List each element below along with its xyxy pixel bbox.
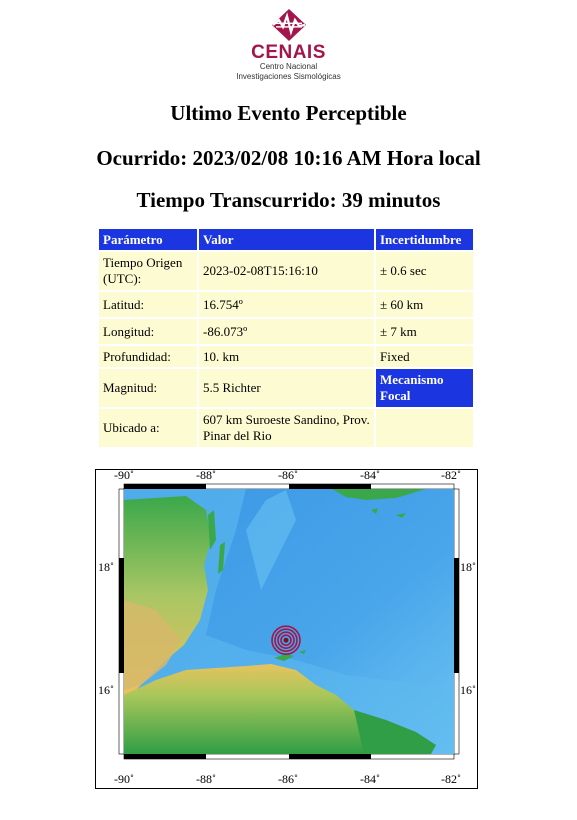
y-tick-label: 18˚ — [460, 560, 476, 574]
epicenter-map — [95, 469, 478, 789]
table-row — [99, 346, 473, 367]
elapsed-time: Tiempo Transcurrido: 39 minutos — [136, 188, 441, 212]
table-row — [99, 369, 473, 407]
x-tick-label: -82˚ — [441, 772, 461, 786]
value-cell: 16.754º — [199, 292, 374, 317]
y-tick-label: 18˚ — [98, 560, 114, 574]
table-row — [99, 319, 473, 344]
logo-line1: Centro Nacional — [259, 62, 318, 71]
x-tick-label: -88˚ — [196, 468, 216, 482]
param-cell: Magnitud: — [99, 369, 197, 407]
param-cell: Latitud: — [99, 292, 197, 317]
value-cell: 5.5 Richter — [199, 369, 374, 407]
value-cell: -86.073º — [199, 319, 374, 344]
page-title: Ultimo Evento Perceptible — [170, 101, 407, 125]
cenais-emblem-icon — [271, 8, 307, 42]
value-cell: 2023-02-08T15:16:10 — [199, 252, 374, 290]
header-valor: Valor — [199, 229, 374, 250]
param-cell: Longitud: — [99, 319, 197, 344]
y-tick-label: 16˚ — [460, 683, 476, 697]
parameters-table — [97, 227, 475, 449]
map-graphic — [96, 470, 477, 788]
x-tick-label: -90˚ — [114, 468, 134, 482]
logo-line2: Investigaciones Sismológicas — [236, 72, 341, 81]
logo-name: CENAIS — [251, 42, 326, 63]
uncertainty-cell: ± 60 km — [376, 292, 473, 317]
header-parametro: Parámetro — [99, 229, 197, 250]
table-row — [99, 409, 473, 447]
param-cell: Ubicado a: — [99, 409, 197, 447]
x-tick-label: -90˚ — [114, 772, 134, 786]
value-cell: 607 km Suroeste Sandino, Prov. Pinar del Rio — [199, 409, 374, 447]
value-cell: 10. km — [199, 346, 374, 367]
uncertainty-cell: ± 0.6 sec — [376, 252, 473, 290]
param-cell: Profundidad: — [99, 346, 197, 367]
table-row — [99, 292, 473, 317]
uncertainty-cell — [376, 409, 473, 447]
x-tick-label: -82˚ — [441, 468, 461, 482]
mechanism-focal-cell: Mecanismo Focal — [376, 369, 473, 407]
y-tick-label: 16˚ — [98, 683, 114, 697]
x-tick-label: -84˚ — [360, 468, 380, 482]
uncertainty-cell: Fixed — [376, 346, 473, 367]
uncertainty-cell: ± 7 km — [376, 319, 473, 344]
occurred-time: Ocurrido: 2023/02/08 10:16 AM Hora local — [96, 146, 481, 170]
x-tick-label: -88˚ — [196, 772, 216, 786]
header-incertidumbre: Incertidumbre — [376, 229, 473, 250]
x-tick-label: -86˚ — [278, 772, 298, 786]
cenais-logo — [0, 8, 577, 82]
table-header-row — [99, 229, 473, 250]
x-tick-label: -84˚ — [360, 772, 380, 786]
param-cell: Tiempo Origen (UTC): — [99, 252, 197, 290]
table-row — [99, 252, 473, 290]
x-tick-label: -86˚ — [278, 468, 298, 482]
